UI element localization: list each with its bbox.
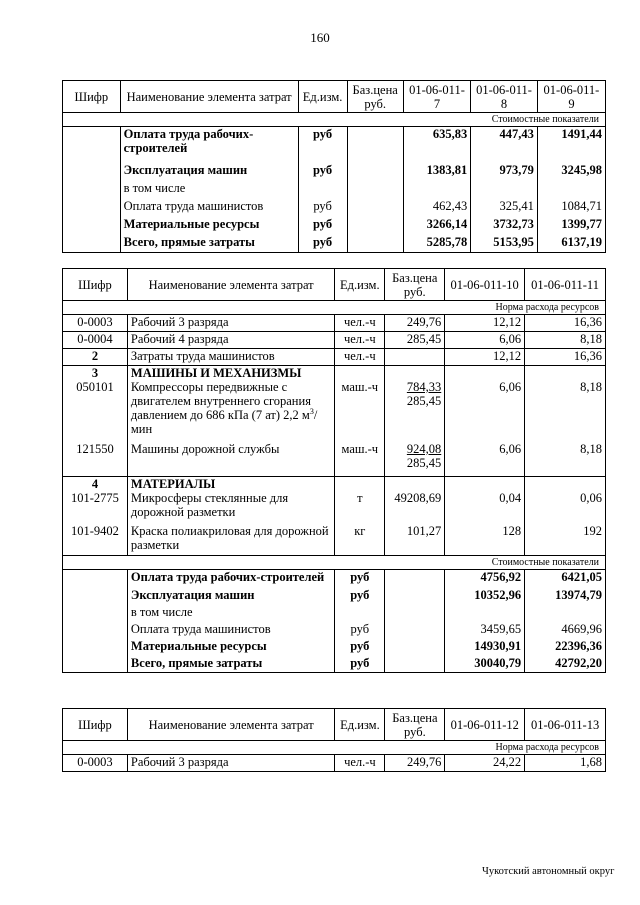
row-value: 42792,20 xyxy=(525,656,606,673)
row-unit: маш.-ч xyxy=(335,380,385,442)
row-value: 6421,05 xyxy=(525,570,606,588)
row-unit: руб xyxy=(335,622,385,639)
row-name: Всего, прямые затраты xyxy=(127,656,334,673)
row-code: 2 xyxy=(63,349,128,366)
header-col-2: 01-06-011-11 xyxy=(525,269,606,301)
row-unit: кг xyxy=(335,524,385,556)
section-cost: Стоимостные показатели xyxy=(63,556,606,570)
row-name: Компрессоры передвижные с двигателем внутреннего сгорания давлением до 686 кПа (7 ат) 2,2 $м^3$/мин xyxy=(127,380,334,442)
row-name: в том числе xyxy=(127,605,334,622)
header-col-1: 01-06-011-7 xyxy=(403,81,470,113)
row-value: 462,43 xyxy=(403,199,470,217)
header-base-price: Баз.цена руб. xyxy=(385,269,445,301)
row-value: 22396,36 xyxy=(525,639,606,656)
row-value: 5153,95 xyxy=(471,235,538,253)
row-name: Всего, прямые затраты xyxy=(120,235,298,253)
row-value: 13974,79 xyxy=(525,588,606,605)
row-value: 1383,81 xyxy=(403,163,470,181)
row-code: 3 xyxy=(63,366,128,381)
row-value: 973,79 xyxy=(471,163,538,181)
row-value: 1491,44 xyxy=(537,127,605,163)
row-name: Оплата труда рабочих-строителей xyxy=(120,127,298,163)
row-name: Оплата труда рабочих-строителей xyxy=(127,570,334,588)
row-unit: руб xyxy=(298,199,347,217)
row-value: 4756,92 xyxy=(445,570,525,588)
row-base-price: 784,33 285,45 xyxy=(385,380,445,442)
row-value: 8,18 xyxy=(525,332,606,349)
row-value: 16,36 xyxy=(525,315,606,332)
row-value: 14930,91 xyxy=(445,639,525,656)
row-base-price: 101,27 xyxy=(385,524,445,556)
header-name: Наименование элемента затрат xyxy=(120,81,298,113)
row-unit: руб xyxy=(298,163,347,181)
row-value: 0,06 xyxy=(525,491,606,524)
section-cost: Стоимостные показатели xyxy=(63,113,606,127)
row-value: 0,04 xyxy=(445,491,525,524)
row-name: Микросферы стеклянные для дорожной разметки xyxy=(127,491,334,524)
row-value: 635,83 xyxy=(403,127,470,163)
row-value: 24,22 xyxy=(445,755,525,772)
cost-table-3 xyxy=(62,708,606,772)
cost-table-2 xyxy=(62,268,606,673)
header-col-3: 01-06-011-9 xyxy=(537,81,605,113)
row-value: 325,41 xyxy=(471,199,538,217)
row-value: 6,06 xyxy=(445,380,525,442)
row-name: Затраты труда машинистов xyxy=(127,349,334,366)
row-value: 1399,77 xyxy=(537,217,605,235)
row-unit: руб xyxy=(335,588,385,605)
row-unit: чел.-ч xyxy=(335,755,385,772)
row-value: 128 xyxy=(445,524,525,556)
row-value: 30040,79 xyxy=(445,656,525,673)
section-norm: Норма расхода ресурсов xyxy=(63,301,606,315)
row-name: Машины дорожной службы xyxy=(127,442,334,476)
row-code: 0-0003 xyxy=(63,755,128,772)
header-base-price: Баз.цена руб. xyxy=(385,709,445,741)
row-code: 4 xyxy=(63,476,128,491)
row-base-price: 49208,69 xyxy=(385,491,445,524)
row-unit: руб xyxy=(335,656,385,673)
row-value: 8,18 xyxy=(525,380,606,442)
row-value: 12,12 xyxy=(445,315,525,332)
row-base-price: 249,76 xyxy=(385,315,445,332)
row-value: 16,36 xyxy=(525,349,606,366)
row-name: Рабочий 4 разряда xyxy=(127,332,334,349)
row-name: Материальные ресурсы xyxy=(120,217,298,235)
section-machines: МАШИНЫ И МЕХАНИЗМЫ xyxy=(127,366,334,381)
row-code: 050101 xyxy=(63,380,128,442)
row-code: 101-2775 xyxy=(63,491,128,524)
row-base-price: 285,45 xyxy=(385,332,445,349)
header-col-1: 01-06-011-12 xyxy=(445,709,525,741)
row-value: 6,06 xyxy=(445,442,525,476)
row-name: Оплата труда машинистов xyxy=(127,622,334,639)
row-unit: чел.-ч xyxy=(335,315,385,332)
row-unit: руб xyxy=(298,217,347,235)
cost-table-1 xyxy=(62,80,606,253)
row-value: 447,43 xyxy=(471,127,538,163)
row-value: 3266,14 xyxy=(403,217,470,235)
header-code: Шифр xyxy=(63,81,121,113)
row-unit: руб xyxy=(335,639,385,656)
page-number: 160 xyxy=(310,30,330,45)
row-code: 0-0003 xyxy=(63,315,128,332)
row-name: Эксплуатация машин xyxy=(127,588,334,605)
row-unit: т xyxy=(335,491,385,524)
row-name: Краска полиакриловая для дорожной разметки xyxy=(127,524,334,556)
row-value: 4669,96 xyxy=(525,622,606,639)
row-unit: чел.-ч xyxy=(335,332,385,349)
row-unit: руб xyxy=(298,235,347,253)
header-code: Шифр xyxy=(63,709,128,741)
row-unit: руб xyxy=(335,570,385,588)
row-value: 8,18 xyxy=(525,442,606,476)
row-unit: чел.-ч xyxy=(335,349,385,366)
row-code: 0-0004 xyxy=(63,332,128,349)
row-name: в том числе xyxy=(120,181,298,199)
header-unit: Ед.изм. xyxy=(335,269,385,301)
section-materials: МАТЕРИАЛЫ xyxy=(127,476,334,491)
header-name: Наименование элемента затрат xyxy=(127,269,334,301)
row-code: 101-9402 xyxy=(63,524,128,556)
row-value: 6,06 xyxy=(445,332,525,349)
row-value: 12,12 xyxy=(445,349,525,366)
header-col-2: 01-06-011-8 xyxy=(471,81,538,113)
row-name: Оплата труда машинистов xyxy=(120,199,298,217)
row-name: Рабочий 3 разряда xyxy=(127,315,334,332)
header-col-1: 01-06-011-10 xyxy=(445,269,525,301)
row-unit: руб xyxy=(298,127,347,163)
header-base-price: Баз.цена руб. xyxy=(347,81,403,113)
section-norm: Норма расхода ресурсов xyxy=(63,741,606,755)
row-name: Рабочий 3 разряда xyxy=(127,755,335,772)
row-name: Материальные ресурсы xyxy=(127,639,334,656)
row-value: 3245,98 xyxy=(537,163,605,181)
row-value: 3459,65 xyxy=(445,622,525,639)
footer-region: Чукотский автономный округ xyxy=(482,866,615,877)
header-unit: Ед.изм. xyxy=(335,709,385,741)
row-base-price: 924,08 285,45 xyxy=(385,442,445,476)
row-value: 10352,96 xyxy=(445,588,525,605)
row-value: 1,68 xyxy=(525,755,606,772)
row-unit: маш.-ч xyxy=(335,442,385,476)
row-base-price: 249,76 xyxy=(385,755,445,772)
row-value: 192 xyxy=(525,524,606,556)
header-name: Наименование элемента затрат xyxy=(127,709,335,741)
row-name: Эксплуатация машин xyxy=(120,163,298,181)
row-code: 121550 xyxy=(63,442,128,476)
header-col-2: 01-06-011-13 xyxy=(525,709,606,741)
row-value: 3732,73 xyxy=(471,217,538,235)
header-code: Шифр xyxy=(63,269,128,301)
row-value: 1084,71 xyxy=(537,199,605,217)
row-value: 5285,78 xyxy=(403,235,470,253)
row-value: 6137,19 xyxy=(537,235,605,253)
header-unit: Ед.изм. xyxy=(298,81,347,113)
